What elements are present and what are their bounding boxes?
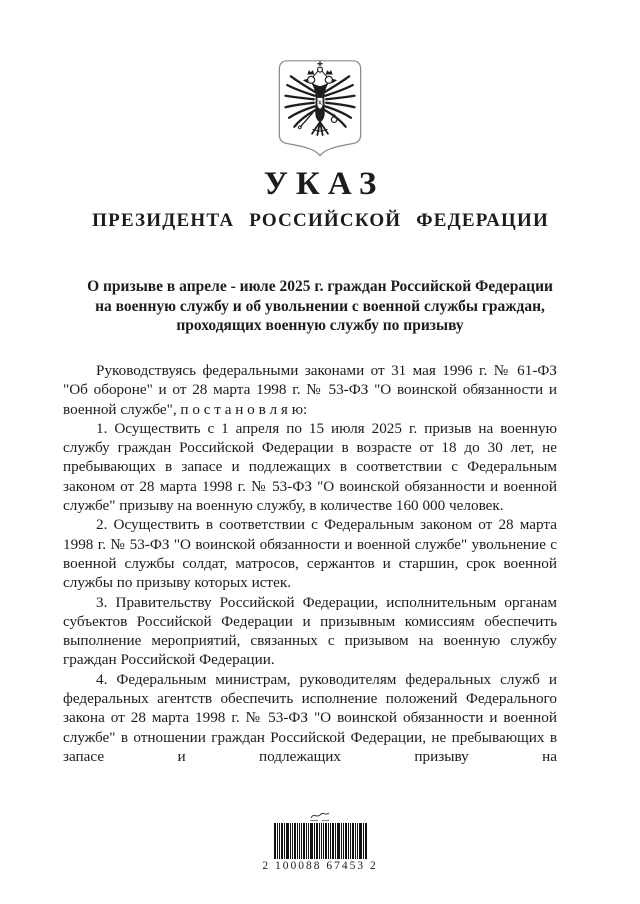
stamp-mark-icon xyxy=(307,810,333,822)
decree-subheading: ПРЕЗИДЕНТА РОССИЙСКОЙ ФЕДЕРАЦИИ xyxy=(92,210,549,231)
barcode xyxy=(260,810,380,872)
decree-subject: О призыве в апреле - июле 2025 г. граждан Российской Федерации на военную службу и об увольнении с военной службы граждан, проходящих военную службу по призыву xyxy=(87,278,553,334)
decree-paragraph-preamble: Руководствуясь федеральными законами от 31 мая 1996 г. № 61-ФЗ "Об обороне" и от 28 марта 1998 г. № 53-ФЗ "О воинской обязанности и военной службе", п о с т а н о в л я ю: xyxy=(63,362,557,418)
decree-paragraph-1: 1. Осуществить с 1 апреля по 15 июля 2025 г. призыв на военную службу граждан Российской Федерации в возрасте от 18 до 30 лет, не пребывающих в запасе и подлежащих в соответствии с Федеральным законом от 28 марта 1998 г. № 53-ФЗ "О воинской обязанности и военной службе" призыву на военную службу, в количестве 160 000 человек. xyxy=(63,419,557,515)
decree-heading: УКАЗ xyxy=(263,166,385,202)
double-headed-eagle-icon xyxy=(278,56,362,162)
decree-body xyxy=(63,361,557,766)
barcode-digits: 2 100088 67453 2 xyxy=(262,860,378,872)
decree-paragraph-3: 3. Правительству Российской Федерации, исполнительным органам субъектов Российской Федерации и призывным комиссиям обеспечить выполнение мероприятий, связанных с призывом на военную службу граждан Российской Федерации. xyxy=(63,593,557,669)
decree-paragraph-2: 2. Осуществить в соответствии с Федеральным законом от 28 марта 1998 г. № 53-ФЗ "О воинской обязанности и военной службе" увольнение с военной службы солдат, матросов, сержантов и старшин, срок военной службы по призыву которых истек. xyxy=(63,516,557,592)
coat-of-arms-emblem xyxy=(278,56,362,162)
barcode-bars-icon xyxy=(273,823,368,859)
decree-paragraph-4: 4. Федеральным министрам, руководителям федеральных служб и федеральных агентств обеспечить исполнение положений Федерального закона от 28 марта 1998 г. № 53-ФЗ "О воинской обязанности и военной службе" в отношении граждан Российской Федерации, не пребывающих в запасе и подлежащих призыву на xyxy=(63,670,557,765)
